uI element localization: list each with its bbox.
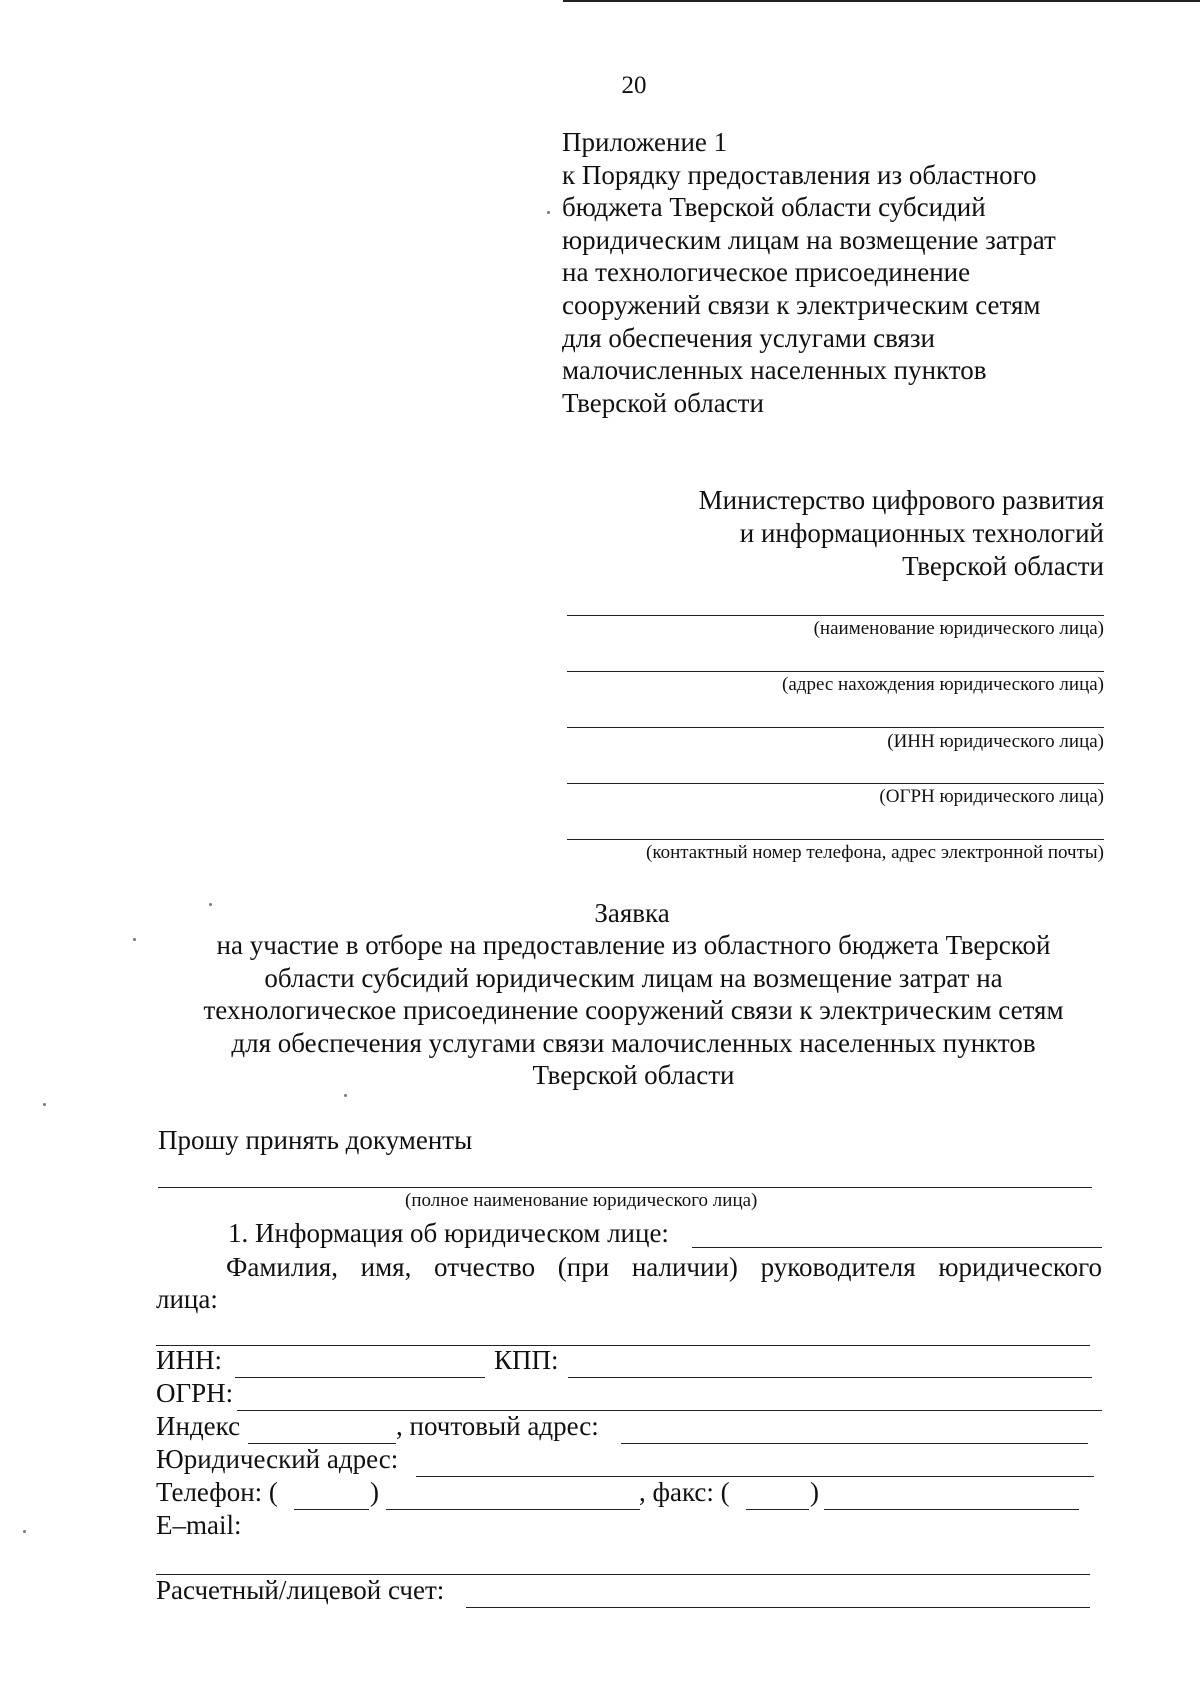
fax-number-field[interactable] — [824, 1509, 1079, 1510]
postal-address-label: , почтовый адрес: — [396, 1411, 599, 1441]
head-fio-word: (при — [557, 1252, 610, 1282]
application-subtitle-line: для обеспечения услугами связи малочисленных населенных пунктов — [231, 1027, 1036, 1058]
phone-number-field[interactable] — [386, 1509, 640, 1510]
scan-speck — [43, 1103, 46, 1106]
full-name-caption: (полное наименование юридического лица) — [405, 1190, 758, 1211]
phone-code-close: ) — [370, 1477, 379, 1507]
addressee-line: Тверской области — [902, 551, 1104, 581]
ogrn-field[interactable] — [237, 1410, 1102, 1411]
appendix-line: Приложение 1 — [562, 127, 728, 157]
head-fio-label-cont: лица: — [156, 1284, 218, 1314]
kpp-field[interactable] — [568, 1377, 1092, 1378]
page-number: 20 — [621, 72, 647, 99]
head-fio-word: руководителя — [760, 1252, 916, 1282]
head-fio-label — [226, 1252, 1102, 1283]
head-fio-word: Фамилия, — [226, 1252, 338, 1282]
scan-speck — [344, 1094, 347, 1097]
head-fio-word: юридического — [938, 1252, 1103, 1282]
scan-speck — [209, 903, 212, 906]
inn-field[interactable] — [235, 1377, 485, 1378]
account-field[interactable] — [466, 1607, 1090, 1608]
fax-code-field[interactable] — [746, 1509, 809, 1510]
application-subtitle-line: на участие в отборе на предоставление из областного бюджета Тверской — [216, 930, 1051, 960]
email-label: E–mail: — [156, 1510, 242, 1540]
application-subtitle-line: Тверской области — [532, 1060, 735, 1091]
head-fio-word: отчество — [434, 1252, 536, 1282]
applicant-address-caption: (адрес нахождения юридического лица) — [782, 674, 1104, 695]
appendix-line: Тверской области — [562, 387, 764, 418]
ogrn-label: ОГРН: — [156, 1378, 234, 1408]
addressee-line: и информационных технологий — [739, 518, 1104, 548]
phone-label: Телефон: ( — [156, 1477, 278, 1507]
addressee-line: Министерство цифрового развития — [698, 485, 1104, 515]
applicant-contact-caption: (контактный номер телефона, адрес электронной почты) — [646, 842, 1104, 863]
appendix-line: бюджета Тверской области субсидий — [562, 192, 986, 223]
section1-line[interactable] — [692, 1247, 1102, 1248]
index-label: Индекс — [156, 1411, 241, 1441]
phone-code-field[interactable] — [294, 1509, 369, 1510]
head-fio-word: наличии) — [631, 1252, 738, 1282]
applicant-inn-line[interactable] — [567, 727, 1104, 728]
head-fio-line[interactable] — [156, 1345, 1090, 1346]
applicant-contact-line[interactable] — [567, 839, 1104, 840]
application-subtitle — [150, 929, 1117, 1092]
scan-speck — [23, 1530, 26, 1533]
section1-label: 1. Информация об юридическом лице: — [228, 1218, 669, 1248]
account-label: Расчетный/лицевой счет: — [156, 1575, 445, 1605]
applicant-ogrn-caption: (ОГРН юридического лица) — [879, 786, 1104, 807]
application-subtitle-line: области субсидий юридическим лицам на возмещение затрат на — [264, 962, 1003, 993]
top-border-line — [563, 0, 1200, 2]
appendix-line: юридическим лицам на возмещение затрат — [562, 224, 1056, 255]
scan-speck — [547, 211, 550, 214]
applicant-name-line[interactable] — [567, 615, 1104, 616]
fax-label: , факс: ( — [639, 1477, 730, 1507]
full-name-line[interactable] — [158, 1187, 1092, 1188]
request-text: Прошу принять документы — [158, 1125, 473, 1155]
appendix-header — [562, 126, 1056, 419]
addressee-block — [699, 484, 1104, 583]
scan-speck — [133, 938, 136, 941]
applicant-ogrn-line[interactable] — [567, 783, 1104, 784]
appendix-line: к Порядку предоставления из областного — [562, 159, 1037, 190]
appendix-line: сооружений связи к электрическим сетям — [562, 289, 1041, 320]
appendix-line: на технологическое присоединение — [562, 257, 971, 288]
postal-address-field[interactable] — [621, 1443, 1088, 1444]
legal-address-label: Юридический адрес: — [156, 1444, 399, 1474]
fax-code-close: ) — [810, 1477, 819, 1507]
legal-address-field[interactable] — [416, 1476, 1094, 1477]
applicant-inn-caption: (ИНН юридического лица) — [887, 731, 1104, 752]
application-subtitle-line: технологическое присоединение сооружений связи к электрическим сетям — [203, 995, 1064, 1026]
application-title: Заявка — [594, 898, 670, 928]
inn-label: ИНН: — [156, 1345, 222, 1375]
applicant-name-caption: (наименование юридического лица) — [813, 618, 1104, 639]
kpp-label: КПП: — [494, 1345, 559, 1375]
appendix-line: для обеспечения услугами связи — [562, 322, 936, 353]
applicant-address-line[interactable] — [567, 671, 1104, 672]
head-fio-word: имя, — [360, 1252, 412, 1282]
appendix-line: малочисленных населенных пунктов — [562, 355, 987, 386]
